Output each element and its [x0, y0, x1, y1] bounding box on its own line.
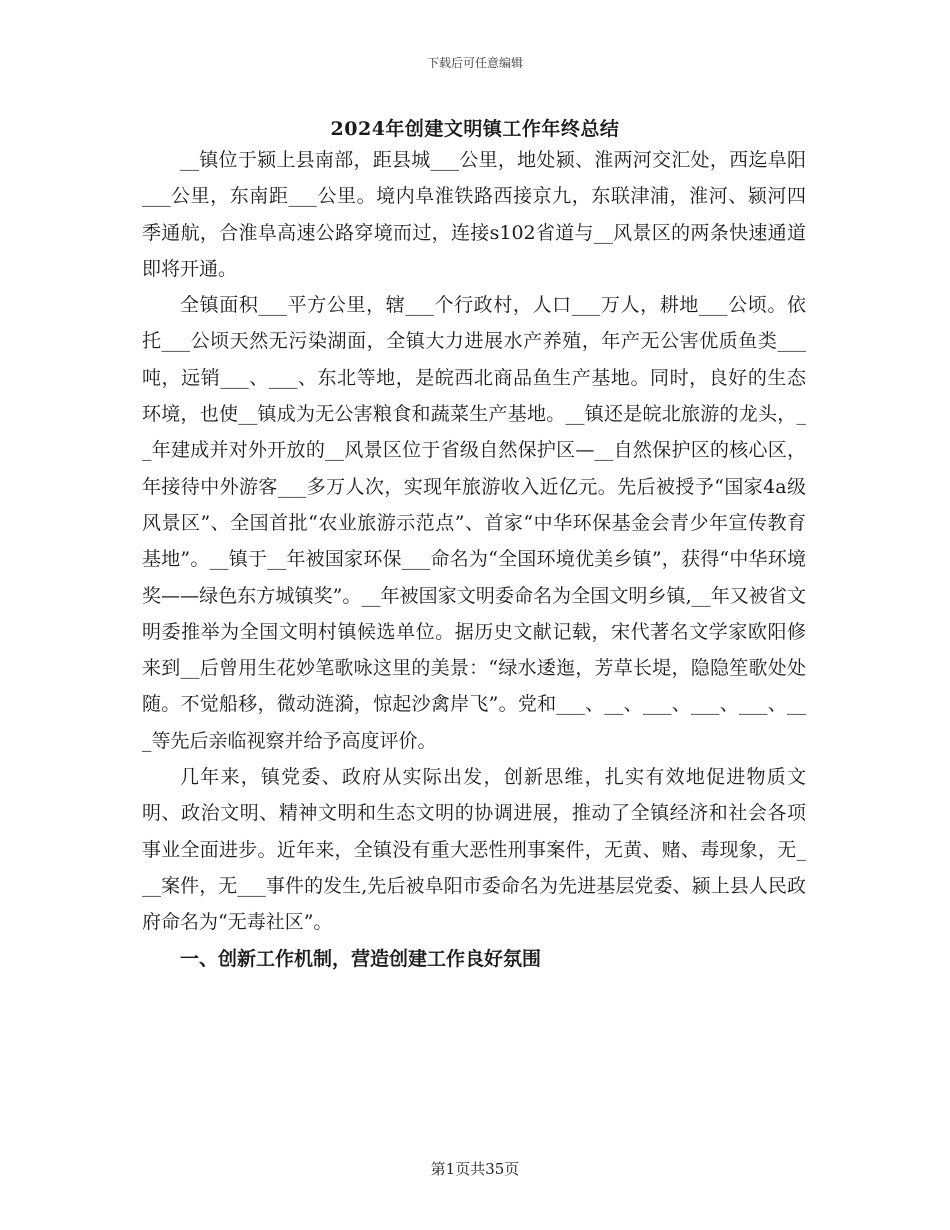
- paragraph-overview: 全镇面积___平方公里，辖___个行政村，人口___万人，耕地___公顷。依托___公顷天然无污染湖面，全镇大力进展水产养殖，年产无公害优质鱼类___吨，远销___、___、东北等地，是皖西北商品鱼生产基地。同时，良好的生态环境，也使__镇成为无公害粮食和蔬菜生产基地。__镇还是皖北旅游的龙头，__年建成并对外开放的__风景区位于省级自然保护区—__自然保护区的核心区，年接待中外游客___多万人次，实现年旅游收入近亿元。先后被授予“国家4a级风景区”、全国首批“农业旅游示范点”、首家“中华环保基金会青少年宣传教育基地”。__镇于__年被国家环保___命名为“全国环境优美乡镇”，获得“中华环境奖——绿色东方城镇奖”。__年被国家文明委命名为全国文明乡镇,__年又被省文明委推举为全国文明村镇候选单位。据历史文献记载，宋代著名文学家欧阳修来到__后曾用生花妙笔歌咏这里的美景：“绿水逶迤，芳草长堤，隐隐笙歌处处随。不觉船移，微动涟漪，惊起沙禽岸飞”。党和___、__、___、___、___、___等先后亲临视察并给予高度评价。: [142, 294, 806, 752]
- page-header-note: 下载后可任意编辑: [426, 56, 523, 70]
- paragraph-achievements: 几年来，镇党委、政府从实际出发，创新思维，扎实有效地促进物质文明、政治文明、精神文明和生态文明的协调进展，推动了全镇经济和社会各项事业全面进步。近年来，全镇没有重大恶性刑事案件，无黄、赌、毒现象，无___案件，无___事件的发生,先后被阜阳市委命名为先进基层党委、颍上县人民政府命名为“无毒社区”。: [142, 766, 806, 934]
- paragraph-location: __镇位于颍上县南部，距县城___公里，地处颍、淮两河交汇处，西迄阜阳___公里，东南距___公里。境内阜淮铁路西接京九，东联津浦，淮河、颍河四季通航，合淮阜高速公路穿境而过，连接s102省道与__风景区的两条快速通道即将开通。: [142, 149, 806, 280]
- document-title: 2024年创建文明镇工作年终总结: [330, 118, 620, 140]
- document-body: [142, 142, 806, 977]
- section-heading: 一、创新工作机制，营造创建工作良好氛围: [180, 947, 542, 970]
- page-number: 第1页共35页: [430, 1160, 520, 1178]
